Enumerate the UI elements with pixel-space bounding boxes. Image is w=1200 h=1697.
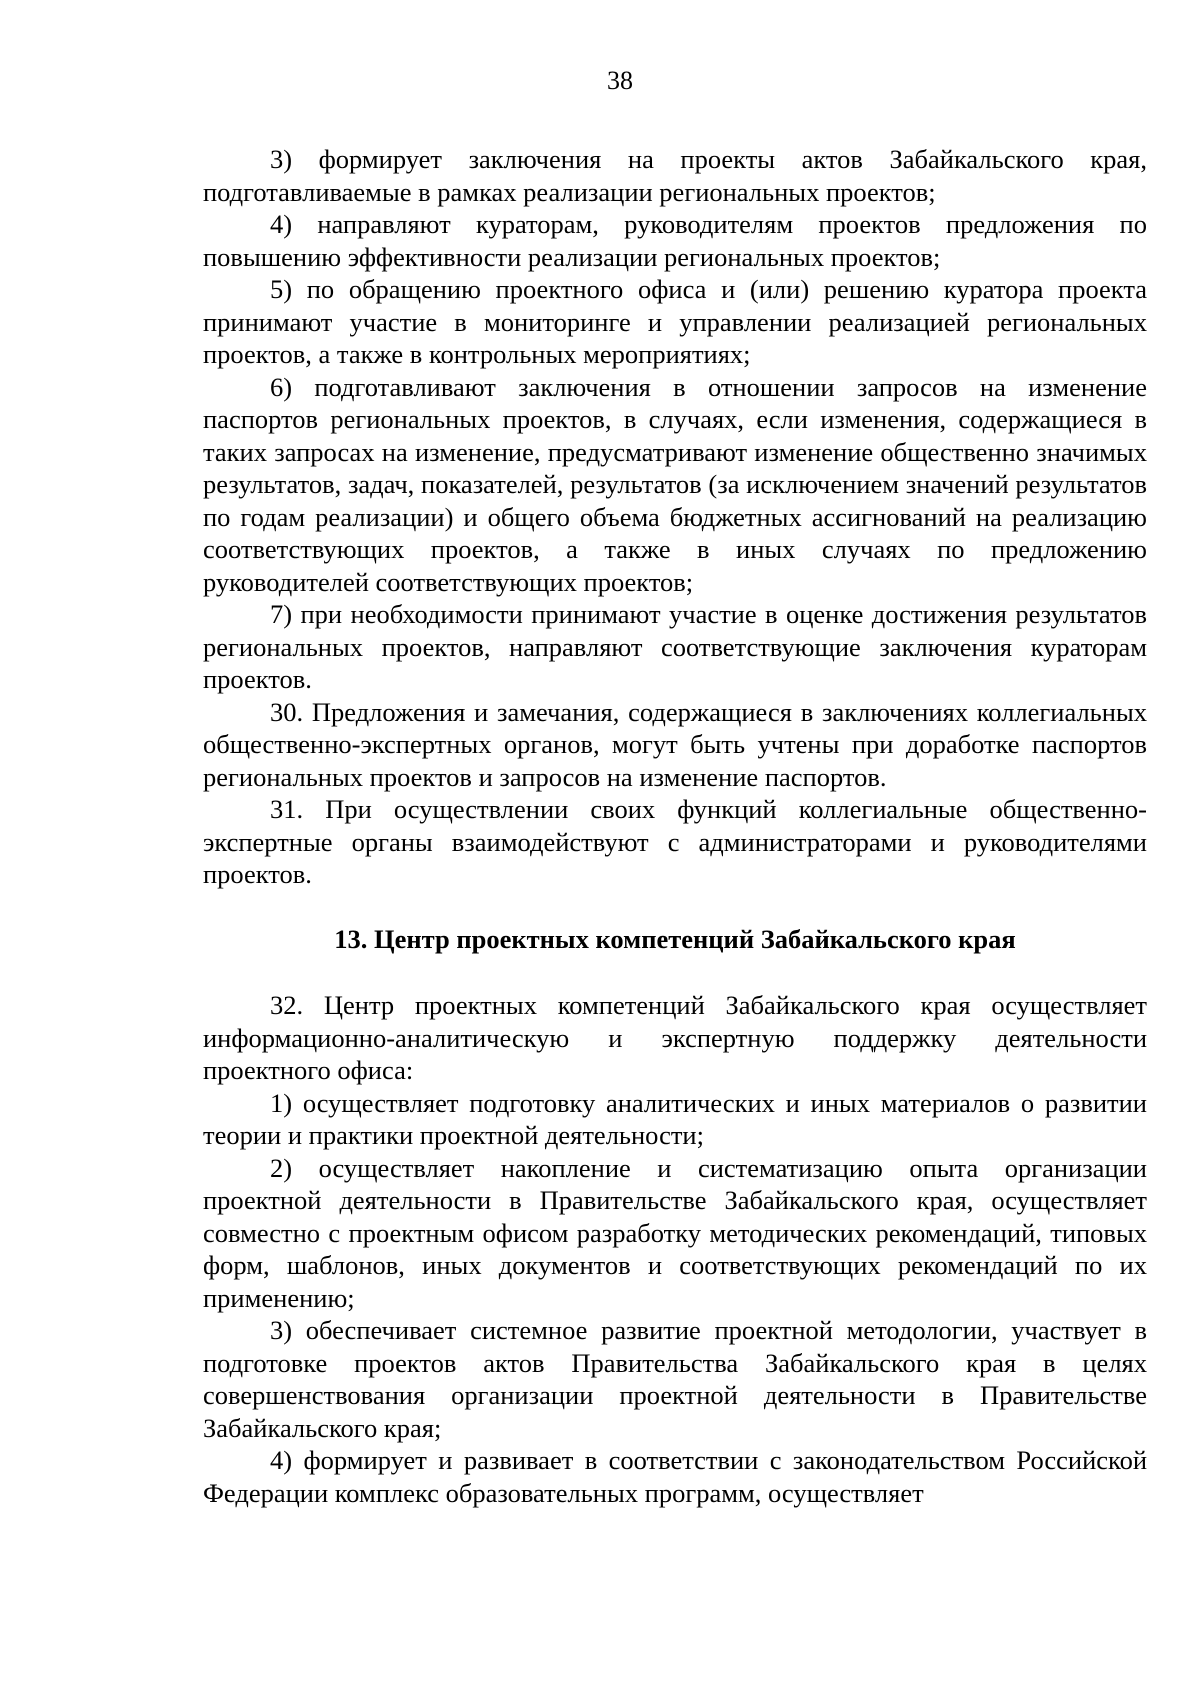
paragraph-subitem-2: 2) осуществляет накопление и систематизацию опыта организации проектной деятельности в Правительстве Забайкальского края, осуществляет совместно с проектным офисом разработку методических рекомендаций, типовых форм, шаблонов, иных документов и соответствующих рекомендаций по их применению; bbox=[203, 1152, 1147, 1313]
paragraph-subitem-4: 4) формирует и развивает в соответствии с законодательством Российской Федерации комплекс образовательных программ, осуществляет bbox=[203, 1445, 1147, 1508]
paragraph-item-4: 4) направляют кураторам, руководителям проектов предложения по повышению эффективности реализации региональных проектов; bbox=[203, 209, 1147, 272]
page-number: 38 bbox=[607, 66, 633, 95]
paragraph-clause-30: 30. Предложения и замечания, содержащиеся в заключениях коллегиальных общественно-экспертных органов, могут быть учтены при доработке паспортов региональных проектов и запросов на изменение паспортов. bbox=[203, 696, 1147, 792]
paragraph-clause-31: 31. При осуществлении своих функций коллегиальные общественно-экспертные органы взаимодействуют с администраторами и руководителями проектов. bbox=[203, 794, 1147, 889]
section-heading: 13. Центр проектных компетенций Забайкальского края bbox=[334, 923, 1016, 954]
paragraph-subitem-3: 3) обеспечивает системное развитие проектной методологии, участвует в подготовке проектов актов Правительства Забайкальского края в целях совершенствования организации проектной деятельности в Правительстве Забайкальского края; bbox=[203, 1315, 1147, 1443]
document-body bbox=[203, 143, 1147, 1509]
paragraph-item-5: 5) по обращению проектного офиса и (или) решению куратора проекта принимают участие в мониторинге и управлении реализацией региональных проектов, а также в контрольных мероприятиях; bbox=[203, 274, 1147, 369]
paragraph-item-6: 6) подготавливают заключения в отношении запросов на изменение паспортов региональных проектов, в случаях, если изменения, содержащиеся в таких запросах на изменение, предусматривают изменение общественно значимых результатов, задач, показателей, результатов (за исключением значений результатов по годам реализации) и общего объема бюджетных ассигнований на реализацию соответствующих проектов, а также в иных случаях по предложению руководителей соответствующих проектов; bbox=[203, 371, 1147, 597]
paragraph-clause-32: 32. Центр проектных компетенций Забайкальского края осуществляет информационно-аналитическую и экспертную поддержку деятельности проектного офиса: bbox=[203, 990, 1147, 1085]
paragraph-item-7: 7) при необходимости принимают участие в оценке достижения результатов региональных проектов, направляют соответствующие заключения кураторам проектов. bbox=[203, 599, 1147, 694]
paragraph-item-3: 3) формирует заключения на проекты актов Забайкальского края, подготавливаемые в рамках реализации региональных проектов; bbox=[203, 144, 1147, 207]
paragraph-subitem-1: 1) осуществляет подготовку аналитических и иных материалов о развитии теории и практики проектной деятельности; bbox=[203, 1087, 1147, 1150]
